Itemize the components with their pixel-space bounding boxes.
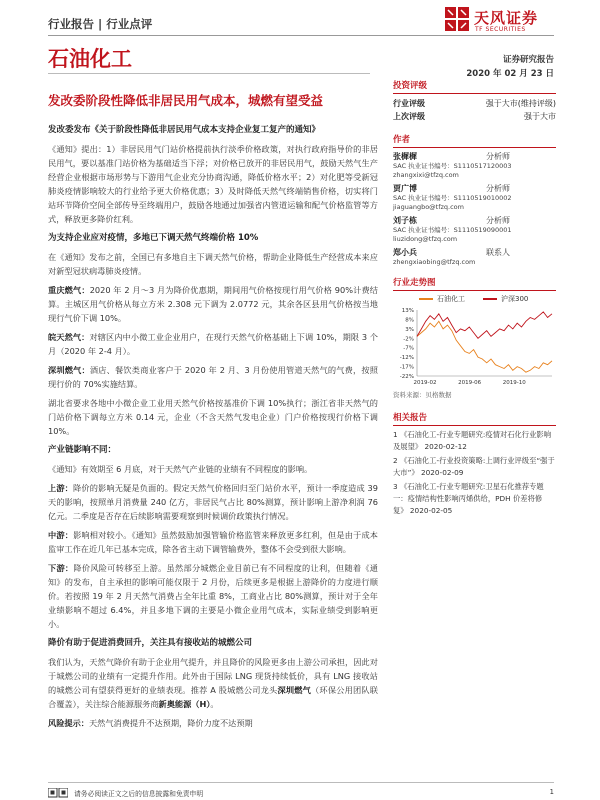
author-name: 刘子栋 [393,216,417,225]
rating-value: 强于大市(维持评级) [485,99,556,108]
author-entry [393,247,556,267]
tf-logo-icon [444,6,470,32]
authors-title: 作者 [393,131,556,148]
legend-label: 沪深300 [501,295,529,303]
report-type: 证券研究报告 [502,55,554,65]
downstream-label: 下游： [48,563,74,573]
recommend-text-2: （环保公用团队联合覆盖），关注综合能源服务商 [48,685,378,709]
recommend-text-tail: 。 [210,699,219,709]
related-title: 相关报告 [393,409,556,426]
downstream-text: 降价风险可转移至上游。虽然部分城燃企业目前已有不同程度的让利，但随着《通知》的发布，自主承担的影响可能仅限于 2 月份，后续更多是根据上游降价的力度进行顺价。若按照 19 年 2 月天然气消费占全年比重 8%，工商业占比 80%测算，预计对于全年业绩影响不超过 6.4%，并且多地下调的主要是小微企业用气成本，实际业绩受到影响更小。 [48,563,378,629]
author-name: 郑小兵 [393,248,417,257]
shenzhen-text: 酒店、餐饮类商业客户于 2020 年 2 月、3 月份使用管道天然气的气费，按照现行价的 70%实施结算。 [48,365,378,389]
chongqing-label: 重庆燃气： [48,285,90,295]
recommend-stock-1: 深圳燃气 [277,685,312,695]
author-role: 分析师 [486,152,510,161]
y-tick-label: 3% [405,326,414,333]
section1-paragraph-2 [48,283,378,325]
section2-paragraph-3 [48,528,378,556]
author-cert: SAC 执业证书编号：S1110519090001 [393,226,512,234]
related-reports [393,409,556,517]
chongqing-text: 2020 年 2 月～3 月为降价优惠期，期间用气价格按现行用气价格 90%计费结算。主城区用气价格从每立方米 2.308 元下调为 2.0772 元，其余各区县用气价格按当地现行气价下调 10%。 [48,285,378,323]
recommend-text: 我们认为，天然气降价有助于企业用气提升，并且降价的风险更多由上游公司承担，因此对于城燃公司的业绩有一定提升作用。此外由于国际 LNG 现货持续低价，具有 LNG 接收站的城燃公司有望获得更好的业绩表现。推荐 A 股城燃公司龙头 [48,657,378,695]
author-entry [393,215,556,244]
author-cert: SAC 执业证书编号：S1110519010002 [393,194,512,202]
author-email[interactable]: zhengxiaobing@tfzq.com [393,258,476,266]
series-line-2 [417,312,552,338]
section1-title: 为支持企业应对疫情，多地已下调天然气终端价格 10% [48,233,259,243]
risk-label: 风险提示： [48,718,89,728]
section2-paragraph-1: 《通知》有效期至 6 月底，对于天然气产业链的业绩有不同程度的影响。 [48,464,313,474]
risk-paragraph [48,716,378,730]
legend-item [483,294,528,304]
chart-legend [419,294,556,304]
related-report-item[interactable]: 3 《石油化工-行业专题研究:卫星石化推荐专题一：疫情结构性影响丙烯供给，PDH 价差将修复》 2020-02-05 [393,482,544,515]
y-tick-label: -12% [399,355,414,362]
rating-value: 强于大市 [524,112,556,121]
section1-paragraph-3 [48,330,378,358]
author-email[interactable]: zhangxixi@tfzq.com [393,171,459,179]
rating-row [393,97,556,110]
section1-paragraph-1: 在《通知》发布之前，全国已有多地自主下调天然气价格，帮助企业降低生产经营成本来应对新型冠状病毒肺炎疫情。 [48,252,378,276]
series-line-1 [417,321,552,372]
anhui-text: 对辖区内中小微工业企业用户，在现行天然气价格基础上下调 10%，期限 3 个月（2020 年 2-4 月）。 [48,332,378,356]
main-content [48,120,378,735]
section3-title: 降价有助于促进消费回升，关注具有接收站的城燃公司 [48,638,253,648]
author-cert: SAC 执业证书编号：S1110517120003 [393,162,512,170]
section2-paragraph-2 [48,481,378,523]
section1-paragraph-5: 湖北省要求各地中小微企业工业用天然气价格按基准价下调 10%执行；浙江省非天然气的门站价格下调每立方米 0.14 元，企业（不含天然气发电企业）门户价格按现行价格下调 10%。 [48,398,378,436]
y-tick-label: 13% [401,308,414,314]
anhui-label: 皖天然气： [48,332,90,342]
top-bar [48,9,554,34]
breadcrumb: 行业报告 | 行业点评 [48,17,153,31]
sidebar [393,77,556,517]
report-date: 2020 年 02 月 23 日 [466,69,554,79]
y-tick-label: 8% [405,317,414,324]
legend-item [419,294,465,304]
x-tick-label: 2019-02 [413,380,437,386]
related-report-item[interactable]: 1 《石油化工-行业专题研究:疫情对石化行业影响及展望》 2020-02-12 [393,430,551,451]
trend-chart-box [393,274,556,399]
rating-key: 上次评级 [393,112,425,121]
y-tick-label: -22% [399,374,414,380]
logo-name-cn: 天风证券 [474,9,539,27]
author-email[interactable]: liuzidong@tfzq.com [393,235,458,243]
rating-row [393,110,556,123]
trend-chart [393,306,556,388]
upstream-label: 上游： [48,483,74,493]
sector-divider [48,73,370,74]
shenzhen-label: 深圳燃气： [48,365,90,375]
intro-paragraph: 《通知》提出：1）非居民用气门站价格提前执行淡季价格政策，对执行政府指导价的非居民用气，要以基准门站价格为基础适当下浮；对价格已放开的非居民用气，鼓励天然气生产经营企业根据市场形势与下游用气企业充分协商沟通，降低价格水平；2）对化肥等受新冠肺炎疫情影响较大的行业给予更大价格优惠；3）及时降低天然气终端销售价格，切实将门站环节降价空间全部传导至终端用户，鼓励各地通过加强省内管道运输和配气价格监管等方式，释放更多降价红利。 [48,144,378,224]
trend-title: 行业走势图 [393,274,556,291]
legend-swatch-orange [419,298,433,300]
section3-paragraph-1 [48,655,378,711]
y-tick-label: -17% [399,364,414,371]
author-entry [393,183,556,212]
sector-title: 石油化工 [48,47,132,71]
author-name: 张樨樨 [393,152,417,161]
related-report-item[interactable]: 2 《石油化工-行业投资策略:上调行业评级至“强于大市”》 2020-02-09 [393,456,555,477]
footer-divider [48,782,554,783]
midstream-label: 中游： [48,530,74,540]
page-number: 1 [549,788,554,796]
rating-key: 行业评级 [393,99,425,108]
intro-title: 发改委发布《关于阶段性降低非居民用气成本支持企业复工复产的通知》 [48,125,321,135]
author-role: 分析师 [486,184,510,193]
report-headline: 发改委阶段性降低非居民用气成本，城燃有望受益 [48,93,324,108]
x-tick-label: 2019-10 [502,380,526,386]
recommend-stock-2: 新奥能源（H） [158,699,211,709]
section2-title: 产业链影响不同： [48,445,117,455]
rating-title: 投资评级 [393,77,556,94]
y-tick-label: -2% [403,336,414,343]
legend-swatch-red [483,298,497,300]
author-role: 分析师 [486,216,510,225]
author-email[interactable]: jiaguangbo@tfzq.com [393,203,464,211]
x-tick-label: 2019-06 [458,380,482,386]
legend-label: 石油化工 [437,295,465,303]
section1-paragraph-4 [48,363,378,391]
author-name: 贾广博 [393,184,417,193]
upstream-text: 降价的影响无疑是负面的。假定天然气价格回归至门站价水平，预计一季度造成 39 天的影响，按照单月消费量 240 亿方，非居民气占比 80%测算，预计影响上游净利润 76 亿元。二季度是否存在后续影响需要观察到时候调价政策执行情况。 [48,483,378,521]
author-entry [393,151,556,180]
y-tick-label: -7% [403,345,414,352]
midstream-text: 影响相对较小。《通知》虽然鼓励加强管输价格监管来释放更多红利，但是由于成本监审工作在近几年已基本完成，除各省主动下调管输费外，整体不会受到很大影响。 [48,530,378,554]
chart-source: 资料来源：贝格数据 [393,391,452,399]
top-divider [48,35,554,36]
qr-code-icon [48,788,68,798]
section2-paragraph-4 [48,561,378,631]
disclaimer-text: 请务必阅读正文之后的信息披露和免责申明 [74,790,204,798]
risk-text: 天然气消费提升不达预期，降价力度不达预期 [88,718,253,728]
footer [48,788,554,798]
logo-name-en: TF SECURITIES [475,26,526,33]
company-logo [444,6,554,38]
author-role: 联系人 [486,248,510,257]
